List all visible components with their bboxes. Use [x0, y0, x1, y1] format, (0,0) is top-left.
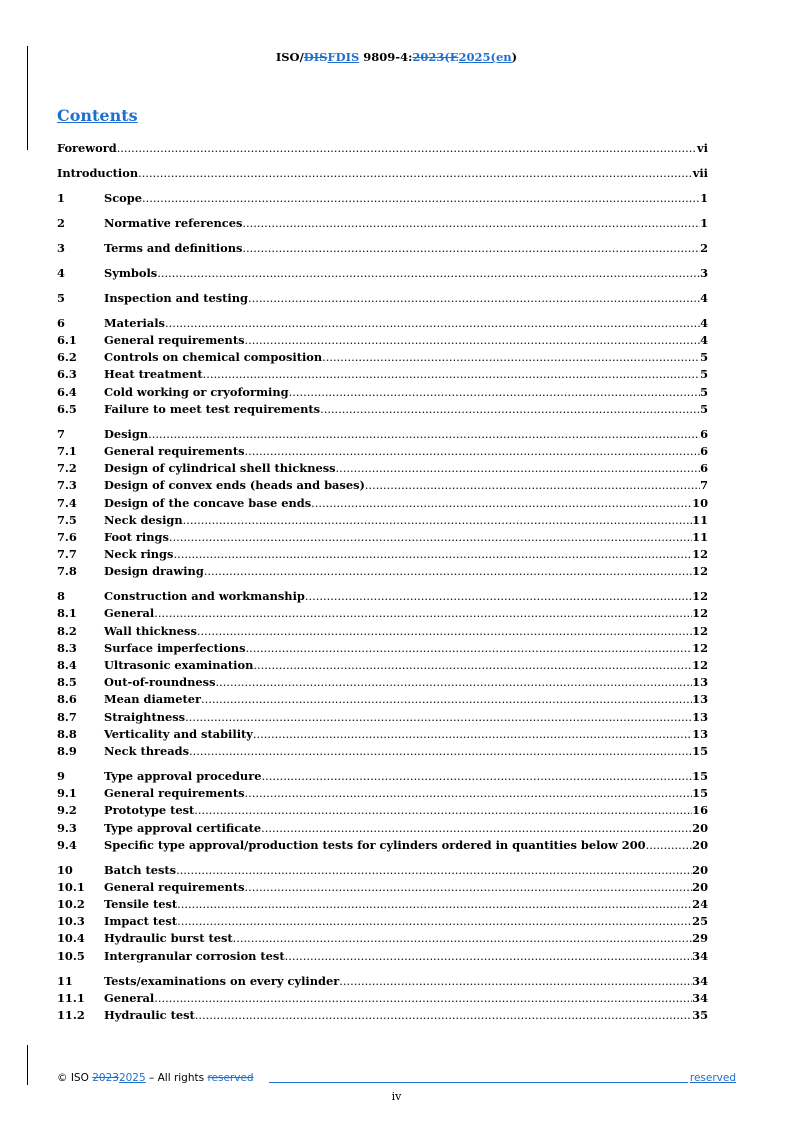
toc-entry-number: 7.6 [57, 529, 77, 544]
toc-entry-number: 8.7 [57, 709, 77, 724]
toc-entry-title: Terms and definitions [104, 240, 243, 255]
toc-entry-page: 12 [692, 623, 708, 638]
toc-entry[interactable] [57, 726, 708, 743]
toc-dot-leader [177, 896, 692, 913]
toc-entry-title: Specific type approval/production tests for cylinders ordered in quantities below 200 [104, 837, 646, 852]
contents-heading: Contents [57, 106, 138, 125]
toc-dot-leader [216, 674, 693, 691]
toc-entry-number: 2 [57, 215, 65, 230]
toc-entry-number: 6.3 [57, 367, 77, 382]
toc-entry[interactable] [57, 623, 708, 640]
toc-entry-title: Tensile test [104, 897, 178, 912]
toc-entry-number: 10.3 [57, 914, 85, 929]
toc-entry-title: Impact test [104, 914, 178, 929]
toc-dot-leader [320, 401, 700, 418]
toc-entry[interactable] [57, 896, 708, 913]
toc-dot-leader [339, 973, 692, 990]
toc-entry[interactable] [57, 240, 708, 257]
toc-entry-number: 3 [57, 240, 65, 255]
toc-entry-page: 13 [692, 726, 708, 741]
toc-entry[interactable] [57, 709, 708, 726]
toc-entry-title: Inspection and testing [104, 290, 248, 305]
toc-entry-number: 5 [57, 290, 65, 305]
toc-entry-number: 6.4 [57, 384, 77, 399]
toc-entry[interactable] [57, 460, 708, 477]
toc-entry-title: Introduction [57, 165, 139, 180]
toc-entry[interactable] [57, 785, 708, 802]
toc-entry-number: 9.3 [57, 820, 77, 835]
toc-dot-leader [305, 588, 692, 605]
toc-entry-title: General requirements [104, 333, 245, 348]
toc-entry[interactable] [57, 820, 708, 837]
toc-entry-title: Neck design [104, 512, 183, 527]
toc-dot-leader [197, 623, 692, 640]
toc-entry-page: 4 [700, 333, 708, 348]
toc-entry-title: Prototype test [104, 803, 195, 818]
toc-entry[interactable] [57, 973, 708, 990]
toc-dot-leader [245, 332, 701, 349]
toc-entry-page: 13 [692, 675, 708, 690]
toc-dot-leader [246, 640, 693, 657]
toc-entry-number: 8.4 [57, 658, 77, 673]
header-deleted-stage: DIS [303, 50, 328, 64]
toc-entry-number: 10.4 [57, 931, 85, 946]
toc-entry-title: Out-of-roundness [104, 675, 216, 690]
toc-entry-page: 12 [692, 547, 708, 562]
toc-entry[interactable] [57, 215, 708, 232]
toc-entry-number: 7.4 [57, 495, 77, 510]
toc-entry-number: 7.7 [57, 547, 77, 562]
toc-entry-title: Design of cylindrical shell thickness [104, 461, 336, 476]
toc-entry-page: vi [697, 141, 708, 155]
toc-entry-number: 10 [57, 862, 73, 877]
toc-entry[interactable] [57, 837, 708, 854]
toc-entry-title: General [104, 990, 155, 1005]
toc-entry-page: 20 [692, 862, 708, 877]
toc-entry-page: 35 [692, 1008, 708, 1022]
toc-entry-title: Type approval certificate [104, 820, 262, 835]
toc-entry[interactable] [57, 477, 708, 494]
toc-dot-leader [204, 563, 692, 580]
toc-entry-page: 34 [692, 990, 708, 1005]
toc-entry[interactable] [57, 495, 708, 512]
toc-entry-title: Controls on chemical composition [104, 350, 323, 365]
toc-entry-title: Symbols [104, 265, 158, 280]
toc-dot-leader [148, 426, 700, 443]
toc-entry-title: Type approval procedure [104, 768, 262, 783]
header-inserted-stage: FDIS [327, 50, 360, 64]
toc-entry-number: 10.1 [57, 879, 85, 894]
toc-entry[interactable] [57, 743, 708, 760]
copyright-footer [57, 1072, 254, 1084]
toc-entry-title: Design drawing [104, 564, 204, 579]
toc-entry[interactable] [57, 768, 708, 785]
toc-dot-leader [154, 990, 692, 1007]
toc-entry-number: 9.4 [57, 837, 77, 852]
toc-dot-leader [336, 460, 701, 477]
toc-dot-leader [169, 529, 692, 546]
toc-entry-page: 4 [700, 315, 708, 330]
toc-entry-title: Materials [104, 315, 165, 330]
toc-entry-title: Neck threads [104, 743, 190, 758]
toc-entry-title: Design of the concave base ends [104, 495, 312, 510]
toc-entry[interactable] [57, 546, 708, 563]
toc-entry[interactable] [57, 426, 708, 443]
toc-dot-leader [138, 165, 693, 182]
toc-entry-title: Intergranular corrosion test [104, 948, 285, 963]
toc-dot-leader [245, 785, 693, 802]
toc-entry-page: 20 [692, 879, 708, 894]
header-prefix: ISO/ [275, 50, 304, 64]
toc-entry-title: Normative references [104, 215, 243, 230]
toc-entry-page: 16 [692, 803, 708, 818]
toc-entry-title: Heat treatment [104, 367, 203, 382]
toc-dot-leader [233, 930, 693, 947]
toc-entry[interactable] [57, 529, 708, 546]
footer-deleted-word: reserved [207, 1072, 254, 1084]
document-header [0, 50, 793, 64]
toc-entry-title: Scope [104, 190, 142, 205]
footer-inserted-year: 2025 [118, 1072, 146, 1084]
toc-dot-leader [203, 366, 700, 383]
toc-dot-leader [154, 605, 692, 622]
toc-entry-page: 1 [700, 215, 708, 230]
toc-entry-number: 8.3 [57, 640, 77, 655]
toc-entry[interactable] [57, 691, 708, 708]
toc-dot-leader [253, 726, 692, 743]
toc-entry-page: 5 [700, 384, 708, 399]
toc-entry-title: Batch tests [104, 862, 177, 877]
toc-entry-page: 12 [692, 658, 708, 673]
toc-entry-title: Failure to meet test requirements [104, 401, 321, 416]
toc-dot-leader [142, 190, 700, 207]
toc-entry-number: 6.5 [57, 401, 77, 416]
toc-entry-number: 8.8 [57, 726, 77, 741]
toc-entry-number: 4 [57, 265, 65, 280]
toc-entry-page: 25 [692, 914, 708, 929]
toc-entry-number: 8.5 [57, 675, 77, 690]
toc-entry[interactable] [57, 384, 708, 401]
toc-entry-number: 7.5 [57, 512, 77, 527]
toc-entry-title: Foot rings [104, 529, 169, 544]
toc-entry[interactable] [57, 563, 708, 580]
toc-dot-leader [157, 265, 700, 282]
toc-entry-number: 8.2 [57, 623, 77, 638]
toc-entry-title: Straightness [104, 709, 186, 724]
toc-entry-title: Foreword [57, 141, 117, 155]
toc-entry-number: 10.5 [57, 948, 85, 963]
toc-entry-number: 7.3 [57, 478, 77, 493]
toc-entry-page: 13 [692, 709, 708, 724]
toc-entry[interactable] [57, 802, 708, 819]
toc-entry-number: 8 [57, 589, 65, 604]
toc-entry-title: Design of convex ends (heads and bases) [104, 478, 365, 493]
toc-entry[interactable] [57, 930, 708, 947]
toc-entry-title: Cold working or cryoforming [104, 384, 289, 399]
toc-entry-page: 13 [692, 692, 708, 707]
toc-entry-page: 12 [692, 606, 708, 621]
toc-entry-title: Design [104, 426, 149, 441]
header-deleted-year: 2023(E [412, 50, 459, 64]
toc-entry-number: 8.6 [57, 692, 77, 707]
toc-entry-page: 6 [700, 461, 708, 476]
toc-entry-title: Wall thickness [104, 623, 197, 638]
toc-entry-number: 7.8 [57, 564, 77, 579]
toc-entry-page: 10 [692, 495, 708, 510]
toc-entry[interactable] [57, 862, 708, 879]
toc-entry-number: 6 [57, 315, 65, 330]
footer-inserted-word: reserved [689, 1072, 736, 1084]
toc-entry-title: Ultrasonic examination [104, 658, 254, 673]
toc-dot-leader [322, 349, 700, 366]
toc-dot-leader [365, 477, 700, 494]
toc-dot-leader [165, 315, 700, 332]
toc-entry-title: Mean diameter [104, 692, 201, 707]
toc-entry[interactable] [57, 349, 708, 366]
toc-dot-leader [253, 657, 692, 674]
footer-prefix: © ISO [57, 1072, 93, 1084]
toc-entry-page: 6 [700, 444, 708, 458]
toc-entry-title: Hydraulic test [104, 1008, 195, 1022]
toc-entry-page: 24 [692, 897, 708, 912]
toc-entry[interactable] [57, 674, 708, 691]
toc-dot-leader [117, 140, 697, 157]
toc-dot-leader [646, 837, 693, 854]
toc-dot-leader [194, 802, 692, 819]
toc-entry[interactable] [57, 640, 708, 657]
toc-entry[interactable] [57, 990, 708, 1007]
toc-entry-page: 12 [692, 640, 708, 655]
toc-dot-leader [261, 820, 692, 837]
toc-dot-leader [285, 948, 693, 965]
toc-dot-leader [248, 290, 700, 307]
toc-entry[interactable] [57, 190, 708, 207]
toc-entry-title: General requirements [104, 786, 245, 801]
toc-entry[interactable] [57, 605, 708, 622]
toc-entry-page: 4 [700, 290, 708, 305]
toc-dot-leader [173, 546, 692, 563]
toc-entry-number: 6.2 [57, 350, 77, 365]
toc-entry-page: 2 [700, 240, 708, 255]
toc-entry-title: Surface imperfections [104, 640, 246, 655]
change-bar-bottom [27, 1045, 28, 1085]
toc-entry[interactable] [57, 165, 708, 182]
toc-entry-title: General requirements [104, 879, 245, 894]
toc-dot-leader [245, 879, 693, 896]
toc-entry-page: 5 [700, 401, 708, 416]
toc-entry-page: 15 [692, 786, 708, 801]
table-of-contents [57, 140, 708, 1024]
toc-entry[interactable] [57, 588, 708, 605]
toc-entry-title: Neck rings [104, 547, 174, 562]
toc-entry-page: 15 [692, 743, 708, 758]
toc-entry[interactable] [57, 1007, 708, 1024]
toc-dot-leader [189, 743, 692, 760]
toc-dot-leader [176, 862, 692, 879]
footer-rights: – All rights [145, 1072, 208, 1084]
toc-entry-number: 7.2 [57, 461, 77, 476]
toc-entry-number: 11.1 [57, 990, 85, 1005]
toc-entry-number: 9.2 [57, 803, 77, 818]
toc-entry-title: General requirements [104, 444, 245, 458]
toc-entry[interactable] [57, 366, 708, 383]
toc-entry-page: 20 [692, 820, 708, 835]
toc-dot-leader [185, 709, 692, 726]
footer-tracked-line [269, 1082, 688, 1083]
toc-entry-number: 10.2 [57, 897, 85, 912]
toc-entry-title: Hydraulic burst test [104, 931, 233, 946]
toc-entry-page: 34 [692, 948, 708, 963]
toc-entry-page: 29 [692, 931, 708, 946]
header-inserted-year: 2025(en [458, 50, 512, 64]
toc-entry[interactable] [57, 140, 708, 157]
toc-entry-page: 5 [700, 350, 708, 365]
toc-entry[interactable] [57, 315, 708, 332]
toc-entry-page: 12 [692, 564, 708, 579]
toc-dot-leader [183, 512, 692, 529]
toc-dot-leader [289, 384, 700, 401]
toc-dot-leader [195, 1007, 692, 1024]
toc-entry[interactable] [57, 401, 708, 418]
toc-entry[interactable] [57, 443, 708, 460]
toc-entry[interactable] [57, 913, 708, 930]
toc-entry-page: 11 [692, 512, 708, 527]
toc-entry-page: 3 [700, 265, 708, 280]
toc-entry-number: 8.1 [57, 606, 77, 621]
toc-entry-number: 6.1 [57, 333, 77, 348]
toc-entry[interactable] [57, 332, 708, 349]
toc-entry-page: vii [692, 165, 708, 180]
toc-entry[interactable] [57, 265, 708, 282]
toc-dot-leader [242, 240, 700, 257]
toc-entry[interactable] [57, 948, 708, 965]
toc-entry-number: 11 [57, 973, 73, 988]
toc-entry-page: 1 [700, 190, 708, 205]
toc-dot-leader [311, 495, 692, 512]
toc-dot-leader [242, 215, 700, 232]
toc-entry-number: 7.1 [57, 444, 77, 458]
toc-entry-number: 7 [57, 426, 65, 441]
toc-entry-title: Construction and workmanship [104, 589, 305, 604]
toc-entry-page: 7 [700, 478, 708, 493]
header-suffix: ) [511, 50, 518, 64]
toc-dot-leader [245, 443, 701, 460]
toc-entry-page: 15 [692, 768, 708, 783]
toc-entry-number: 1 [57, 190, 65, 205]
toc-entry-number: 8.9 [57, 743, 77, 758]
toc-entry-number: 9.1 [57, 786, 77, 801]
footer-deleted-year: 2023 [92, 1072, 119, 1084]
toc-dot-leader [261, 768, 692, 785]
toc-entry[interactable] [57, 657, 708, 674]
page-number: iv [391, 1090, 402, 1103]
toc-entry-number: 11.2 [57, 1008, 85, 1022]
toc-entry-title: Verticality and stability [104, 726, 253, 741]
toc-entry-title: General [104, 606, 155, 621]
toc-entry-page: 12 [692, 589, 708, 604]
header-doc-number: 9809-4: [359, 50, 413, 64]
toc-entry-page: 34 [692, 973, 708, 988]
toc-entry-page: 20 [692, 837, 708, 852]
toc-entry[interactable] [57, 512, 708, 529]
toc-entry[interactable] [57, 290, 708, 307]
toc-dot-leader [201, 691, 692, 708]
toc-entry-page: 6 [700, 426, 708, 441]
toc-entry-title: Tests/examinations on every cylinder [104, 973, 340, 988]
toc-entry-number: 9 [57, 768, 65, 783]
toc-entry[interactable] [57, 879, 708, 896]
toc-entry-page: 5 [700, 367, 708, 382]
toc-dot-leader [177, 913, 692, 930]
toc-entry-page: 11 [692, 529, 708, 544]
